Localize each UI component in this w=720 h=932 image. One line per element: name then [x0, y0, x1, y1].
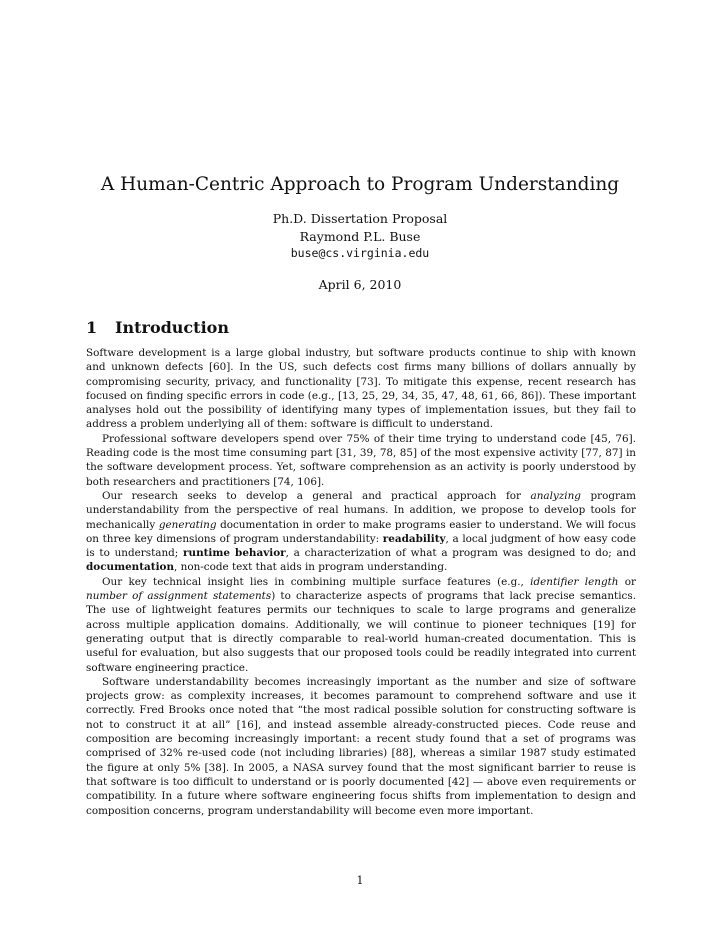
section-heading	[86, 318, 229, 338]
title-block	[0, 172, 720, 292]
paragraph	[86, 489, 636, 575]
paragraph-text: Software development is a large global industry, but software products continue to ship with known and unknown defects [60]. In the US, such defects cost firms many billions of dollars annually by compromising security, privacy, and functionality [73]. To mitigate this expense, recent research has focused on finding specific errors in code (e.g., [13, 25, 29, 34, 35, 47, 48, 61, 66, 86]). These important analyses hold out the possibility of identifying many types of implementation issues, but they fail to address a problem underlying all of them: software is difficult to understand.	[86, 347, 636, 431]
paragraph-text: Professional software developers spend over 75% of their time trying to understand code [45, 76]. Reading code is the most time consuming part [31, 39, 78, 85] of the most expensive activity [77, 87] in the software development process. Yet, software comprehension as an activity is poorly understood by both researchers and practitioners [74, 106].	[86, 432, 636, 488]
paragraph-text: Software understandability becomes increasingly important as the number and size of software projects grow: as complexity increases, it becomes paramount to comprehend software and use it correctly. Fred Brooks once noted that “the most radical possible solution for constructing software is not to construct it at all” [16], and instead assemble already-constructed pieces. Code reuse and composition are becoming increasingly important: a recent study found that a set of programs was comprised of 32% re-used code (not including libraries) [88], whereas a similar 1987 study estimated the figure at only 5% [38]. In 2005, a NASA survey found that the most significant barrier to reuse is that software is too difficult to understand or is poorly documented [42] — above even requirements or compatibility. In a future where software engineering focus shifts from implementation to design and composition concerns, program understandability will become even more important.	[86, 675, 636, 817]
bold-term: readability	[382, 532, 446, 545]
section-number: 1	[86, 318, 98, 337]
bold-term: runtime behavior	[183, 547, 286, 560]
paragraph-text: , a local judgment of how easy code is to understand;	[86, 532, 636, 560]
emphasis-text: number of assignment statements	[86, 590, 272, 603]
paragraph-text: program understandability from the perspective of real humans. In addition, we propose to develop tools for mechanically	[86, 489, 636, 531]
paragraph	[86, 346, 636, 432]
author-block	[0, 210, 720, 263]
paragraph-text: Our key technical insight lies in combining multiple surface features (e.g.,	[102, 575, 531, 588]
emphasis-text: identifier length	[530, 575, 619, 588]
paragraph-text: Our research seeks to develop a general and practical approach for	[102, 489, 531, 502]
paragraph-text: , a characterization of what a program was designed to do; and	[285, 547, 636, 560]
subtitle: Ph.D. Dissertation Proposal	[272, 211, 448, 226]
paper-title: A Human-Centric Approach to Program Understanding	[100, 174, 620, 195]
paragraph-text: documentation in order to make programs easier to understand. We will focus on three key dimensions of program understandability:	[86, 518, 637, 545]
body-text	[86, 346, 636, 818]
page-number: 1	[356, 874, 364, 887]
emphasis-text: generating	[158, 518, 217, 531]
paragraph	[86, 432, 636, 489]
paragraph-text: or	[618, 575, 636, 588]
date: April 6, 2010	[318, 276, 402, 292]
section-title: Introduction	[115, 318, 229, 337]
paragraph-text: , non-code text that aids in program understanding.	[174, 561, 448, 574]
bold-term: documentation	[86, 561, 175, 574]
author-email: buse@cs.virginia.edu	[290, 246, 430, 260]
author-name: Raymond P.L. Buse	[299, 228, 421, 244]
paragraph	[86, 575, 636, 675]
paragraph	[86, 675, 636, 818]
paragraph-text: ) to characterize aspects of programs that lack precise semantics. The use of lightweight features permits our techniques to scale to large programs and generalize across multiple application domains. Additionally, we will continue to pioneer techniques [19] for generating output that is directly comparable to real-world human-created documentation. This is useful for evaluation, but also suggests that our proposed tools could be readily integrated into current software engineering practice.	[86, 590, 637, 674]
emphasis-text: analyzing	[530, 489, 581, 502]
